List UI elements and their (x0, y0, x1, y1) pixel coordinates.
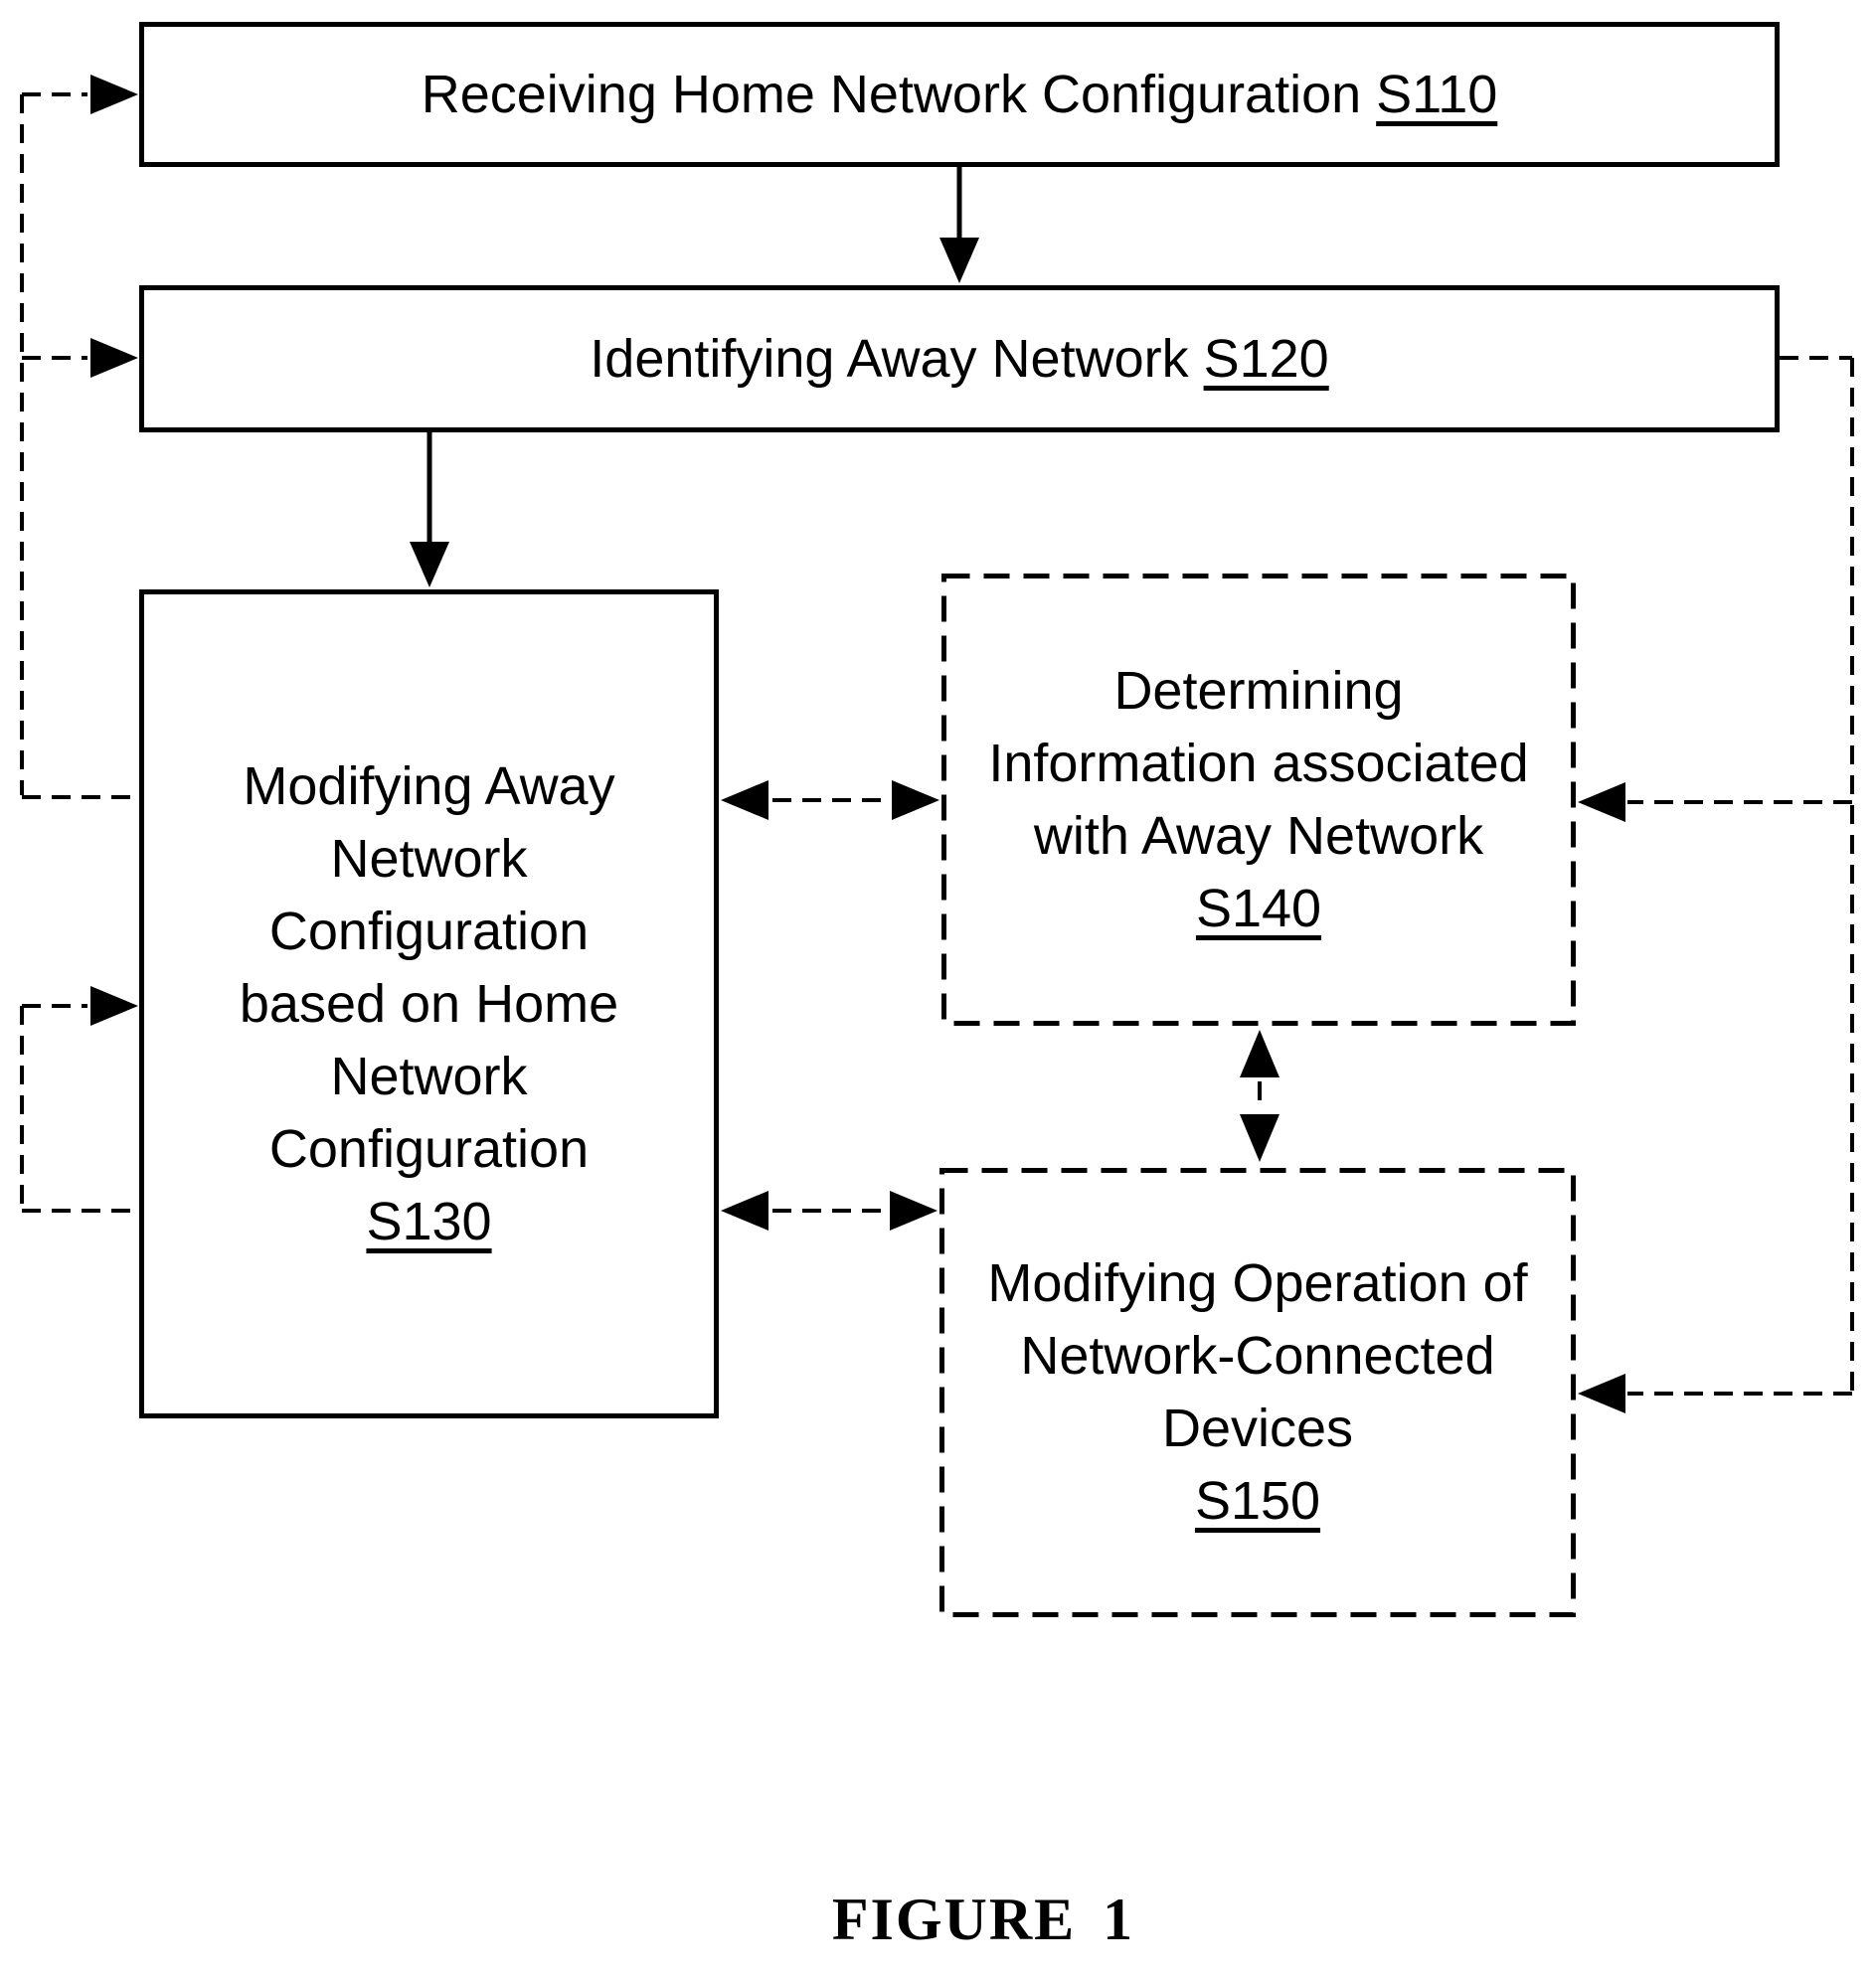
arrowhead-right-s120 (90, 338, 138, 378)
box-s130-title-line: Modifying Away (243, 755, 615, 816)
box-s130-title-line: Network (330, 1046, 528, 1106)
box-s150-title-line: Network-Connected (1020, 1326, 1495, 1386)
figure-caption: FIGURE 1 (831, 1887, 1135, 1952)
box-s130-title-line: Configuration (268, 1118, 590, 1179)
box-s150-title-line: Devices (1161, 1399, 1354, 1458)
box-s130-title-line: Network (330, 828, 528, 889)
box-s140-title-line: Information associated (988, 733, 1529, 793)
box-s140-title-line: with Away Network (1033, 805, 1484, 866)
arrowhead-right-s110 (90, 75, 138, 114)
arrowhead-left-s140 (1578, 782, 1625, 822)
box-s110-step-label: S110 (1376, 64, 1498, 124)
flow-box-s130 (139, 589, 719, 1418)
arrowhead-right-s140 (892, 780, 939, 820)
box-s120-title: Identifying Away Network (590, 328, 1189, 389)
arrowhead-right-s150 (890, 1191, 938, 1231)
flow-box-s140 (941, 574, 1576, 1026)
arrowhead-right-s130 (90, 986, 138, 1026)
arrowhead-down-s150 (1240, 1114, 1279, 1162)
arrowhead-down-s130 (410, 542, 449, 587)
box-s150-step-label: S150 (1194, 1471, 1321, 1531)
arrowhead-down-s120 (939, 238, 979, 283)
arrowhead-left-s150 (1578, 1374, 1625, 1413)
box-s130-step-label: S130 (366, 1191, 492, 1251)
box-s140-title-line: Determining (1113, 660, 1404, 721)
arrowhead-up-s140 (1240, 1030, 1279, 1077)
box-s130-title-line: Configuration (268, 901, 590, 961)
box-s120-step-label: S120 (1203, 328, 1329, 389)
box-s140-step-label: S140 (1195, 878, 1322, 938)
flow-box-s120 (139, 285, 1780, 432)
box-s110-title: Receiving Home Network Configuration (421, 64, 1362, 124)
box-s130-title-line: based on Home (239, 973, 619, 1034)
box-s150-title-line: Modifying Operation of (987, 1253, 1528, 1313)
arrowhead-left-s130-upper (721, 780, 768, 820)
arrowhead-left-s130-lower (721, 1191, 768, 1231)
flow-box-s110 (139, 22, 1780, 167)
flow-box-s150 (939, 1168, 1576, 1617)
